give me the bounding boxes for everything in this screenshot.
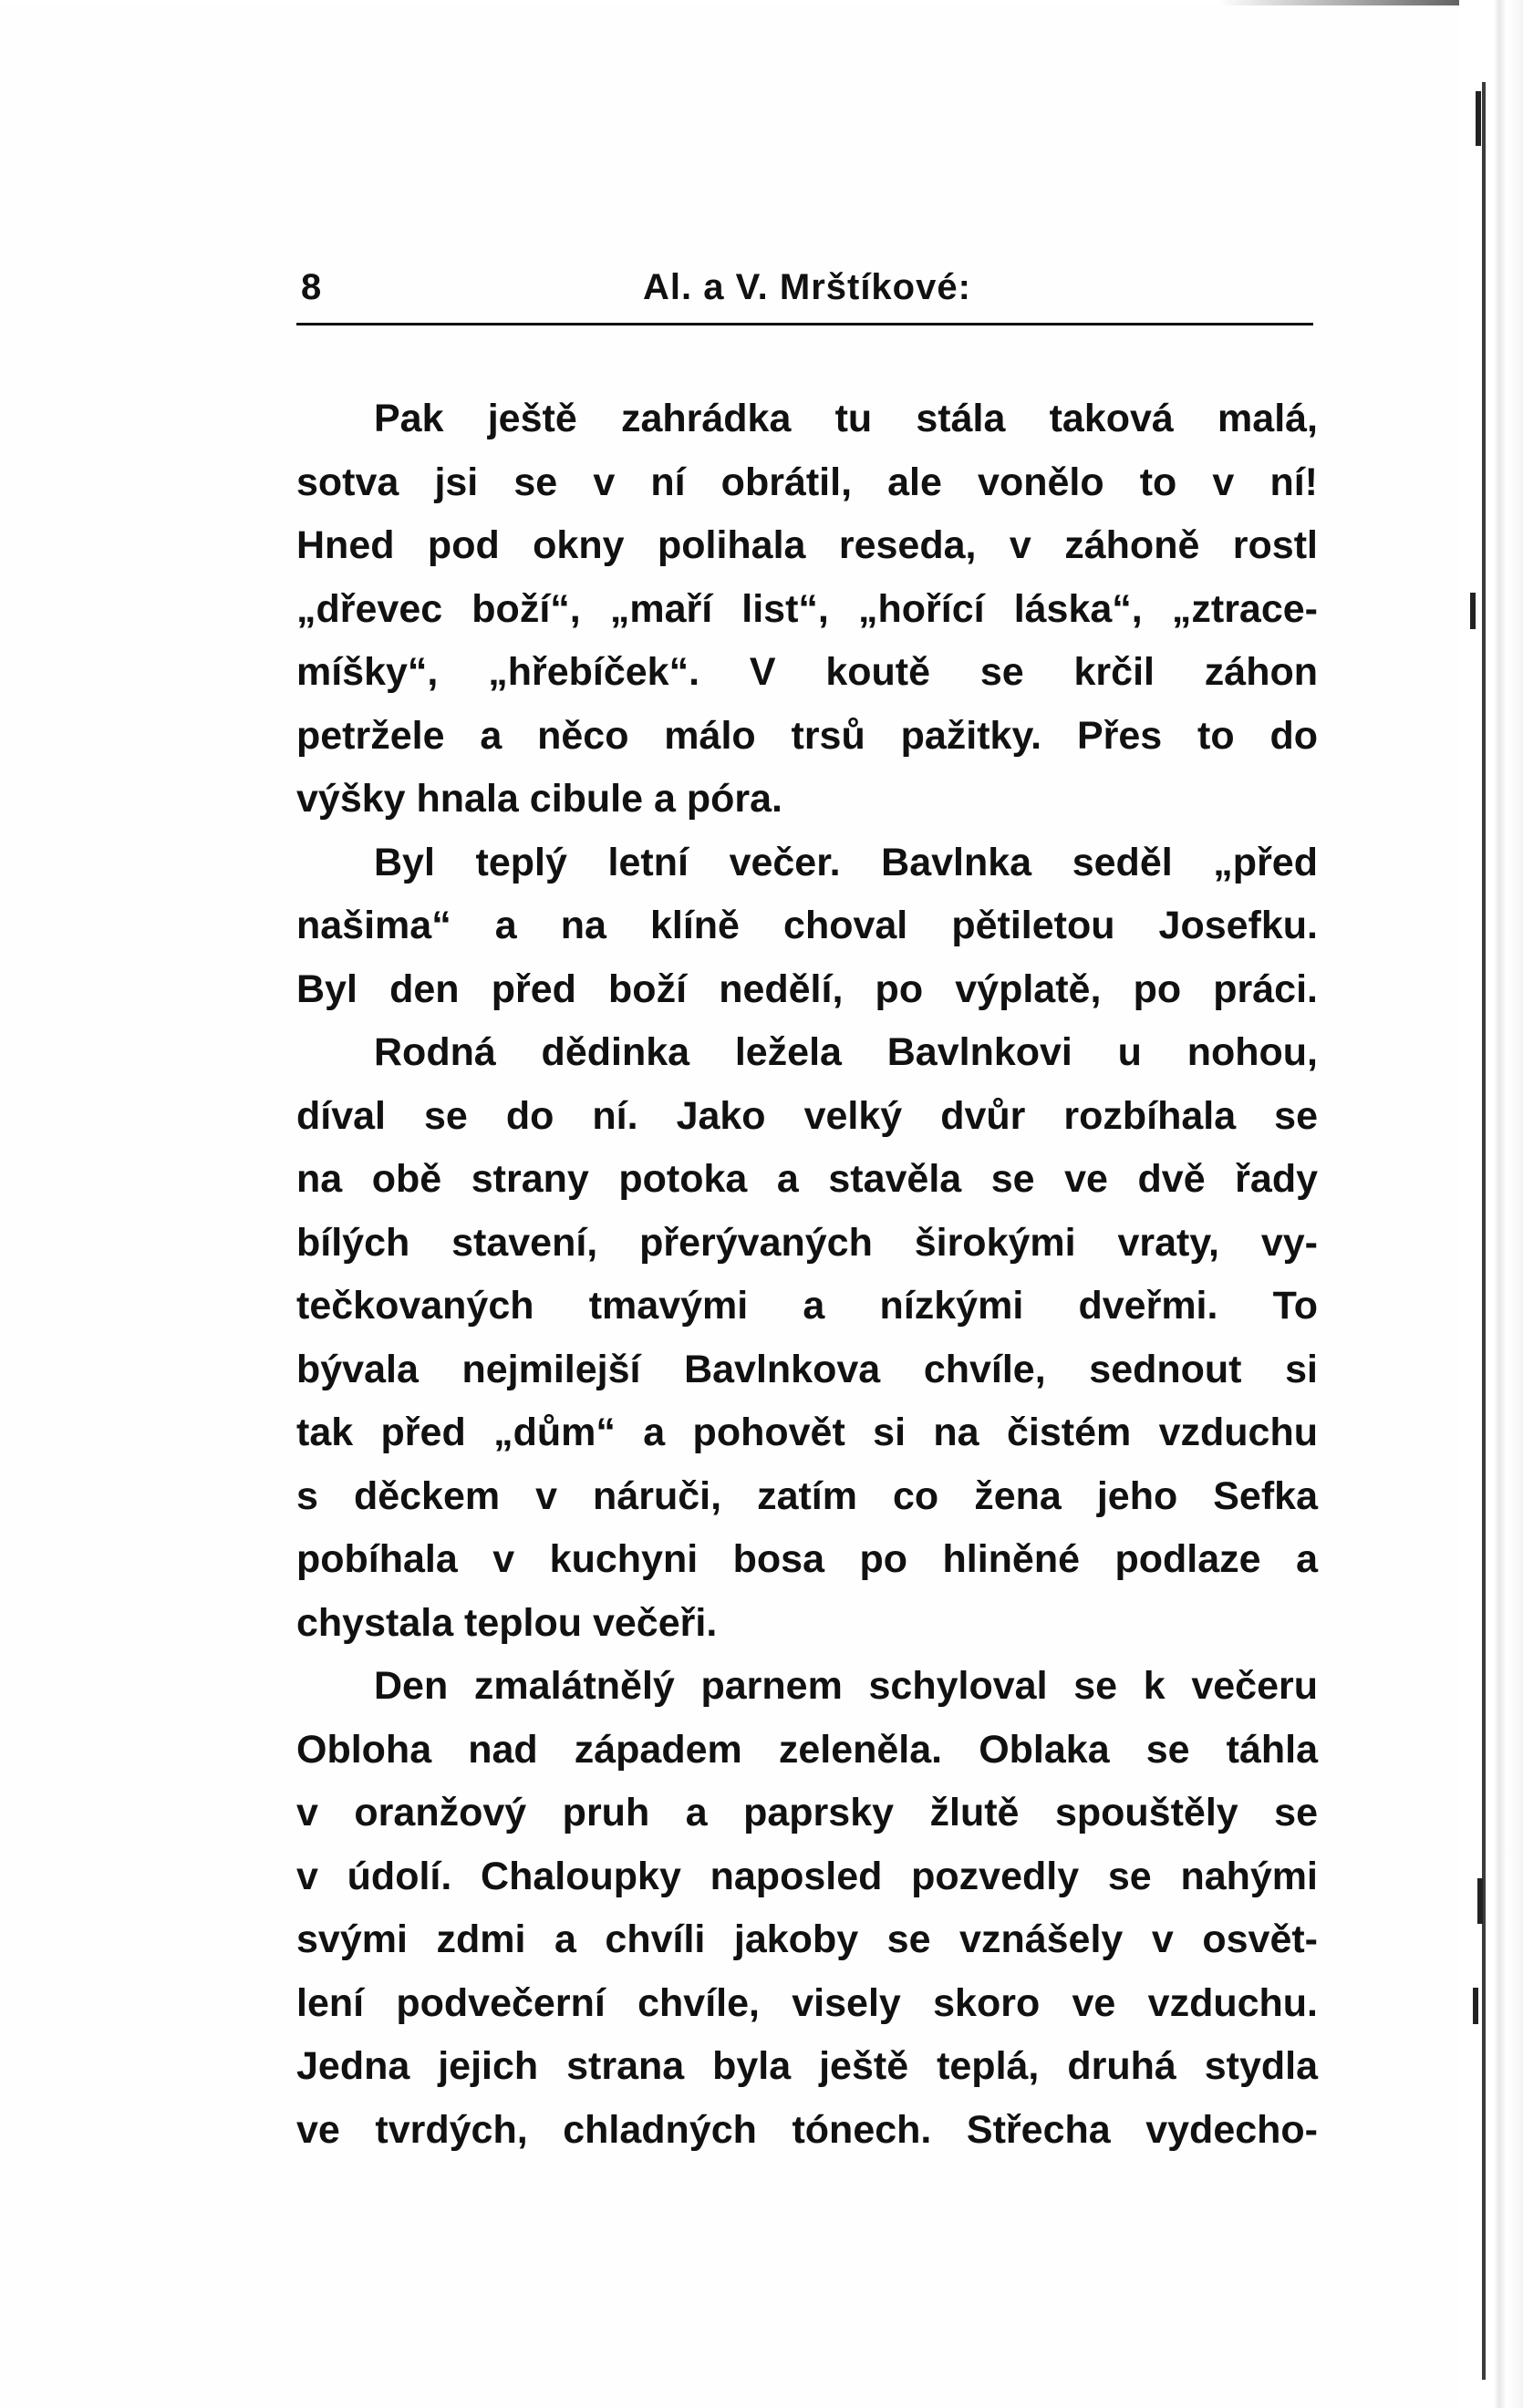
scan-mark	[1470, 593, 1476, 629]
text-line: Byl teplý letní večer. Bavlnka seděl „před	[374, 840, 1318, 884]
text-line: bílých stavení, přerývaných širokými vraty, vy-	[296, 1220, 1318, 1265]
running-head: Al. a V. Mrštíkové:	[643, 267, 971, 307]
text-line: Pak ještě zahrádka tu stála taková malá,	[374, 397, 1318, 440]
text-line: na obě strany potoka a stavěla se ve dvě řady	[296, 1157, 1318, 1201]
text-line: našima“ a na klíně choval pětiletou Josefku.	[296, 904, 1318, 947]
paragraph	[296, 1655, 1318, 2162]
text-line: petržele a něco málo trsů pažitky. Přes to do	[296, 713, 1318, 758]
text-line: lení podvečerní chvíle, visely skoro ve vzduchu.	[296, 1980, 1318, 2025]
text-line: Den zmalátnělý parnem schyloval se k večeru	[374, 1664, 1318, 1708]
paragraph	[296, 388, 1318, 832]
header-rule	[296, 323, 1313, 326]
page-header	[301, 264, 1313, 310]
text-line: ve tvrdých, chladných tónech. Střecha vydecho-	[296, 2107, 1318, 2152]
scan-page-border	[1482, 82, 1486, 2380]
text-line: s děckem v náruči, zatím co žena jeho Sefka	[296, 1473, 1318, 1518]
text-line: tečkovaných tmavými a nízkými dveřmi. To	[296, 1284, 1318, 1328]
scan-mark	[1476, 91, 1481, 146]
text-line: v oranžový pruh a paprsky žlutě spouštěly se	[296, 1791, 1318, 1834]
text-line: Byl den před boží nedělí, po výplatě, po práci.	[296, 966, 1318, 1011]
text-line: „dřevec boží“, „maří list“, „hořící láska“, „ztrace-	[296, 586, 1318, 631]
scan-edge-right	[1459, 0, 1523, 2408]
text-line: Jedna jejich strana byla ještě teplá, druhá stydla	[296, 2044, 1318, 2088]
text-line: chystala teplou večeři.	[296, 1600, 718, 1645]
text-line: tak před „dům“ a pohovět si na čistém vzduchu	[296, 1411, 1318, 1454]
text-line: svými zdmi a chvíli jakoby se vznášely v osvět-	[296, 1917, 1318, 1961]
text-line: Obloha nad západem zeleněla. Oblaka se táhla	[296, 1727, 1318, 1772]
text-line: bývala nejmilejší Bavlnkova chvíle, sednout si	[296, 1347, 1318, 1391]
text-line: výšky hnala cibule a póra.	[296, 777, 782, 821]
text-line: sotva jsi se v ní obrátil, ale vonělo to v ní!	[296, 460, 1318, 504]
text-line: Hned pod okny polihala reseda, v záhoně rostl	[296, 523, 1318, 567]
scan-mark	[1473, 1988, 1478, 2024]
text-line: v údolí. Chaloupky naposled pozvedly se nahými	[296, 1854, 1318, 1898]
paragraph	[296, 832, 1318, 1022]
paragraph	[296, 1021, 1318, 1655]
text-line: pobíhala v kuchyni bosa po hliněné podlaze a	[296, 1537, 1318, 1581]
body-text	[296, 388, 1318, 2162]
scan-mark	[1477, 1878, 1483, 1924]
text-line: míšky“, „hřebíček“. V koutě se krčil záhon	[296, 650, 1318, 694]
text-line: díval se do ní. Jako velký dvůr rozbíhala se	[296, 1093, 1318, 1138]
scan-edge-top	[0, 0, 1523, 5]
page-number: 8	[301, 267, 322, 307]
text-line: Rodná dědinka ležela Bavlnkovi u nohou,	[374, 1030, 1318, 1074]
